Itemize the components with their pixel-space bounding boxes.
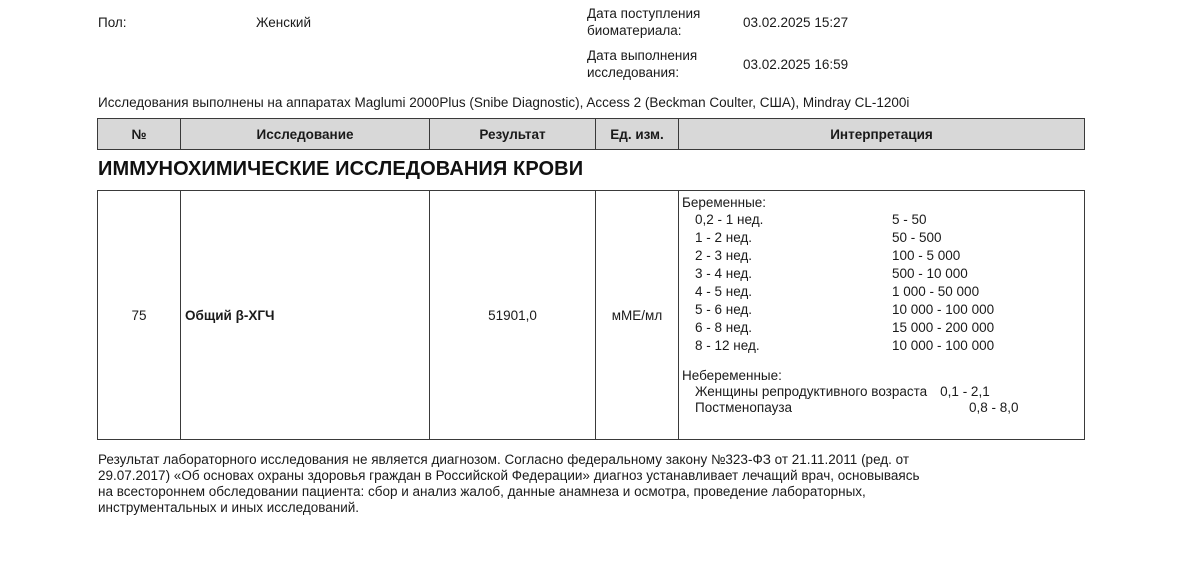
reference-range: 0,8 - 8,0 <box>969 400 1019 415</box>
spacer <box>682 355 1084 368</box>
results-table-header <box>97 118 1085 150</box>
reference-range: 50 - 500 <box>892 230 942 245</box>
performed-date-value: 03.02.2025 16:59 <box>743 57 849 72</box>
reference-term: Постменопауза <box>695 400 793 415</box>
disclaimer-line: на всестороннем обследовании пациента: сбор и анализ жалоб, данные анамнеза и осмотра, проведение лабораторных, <box>98 484 866 499</box>
reference-row <box>682 247 1084 265</box>
reference-row <box>682 384 1084 400</box>
column-header-interpretation: Интерпретация <box>679 119 1085 150</box>
reference-range: 100 - 5 000 <box>892 248 961 263</box>
results-table <box>97 190 1085 440</box>
received-date-value: 03.02.2025 15:27 <box>743 15 849 30</box>
reference-range: 10 000 - 100 000 <box>892 302 995 317</box>
reference-term: 8 - 12 нед. <box>695 338 760 353</box>
reference-range: 0,1 - 2,1 <box>940 384 990 399</box>
test-interpretation <box>679 191 1085 440</box>
performed-date-label-line1: Дата выполнения <box>587 48 698 63</box>
reference-row <box>682 265 1084 283</box>
row-number: 75 <box>98 191 181 440</box>
disclaimer-line: Результат лабораторного исследования не является диагнозом. Согласно федеральному закону №323-ФЗ от 21.11.2011 (ред. от <box>98 452 910 467</box>
equipment-note: Исследования выполнены на аппаратах Maglumi 2000Plus (Snibe Diagnostic), Access 2 (Beckman Coulter, США), Mindray CL-1200i <box>98 95 910 110</box>
reference-term: 4 - 5 нед. <box>695 284 753 299</box>
reference-row <box>682 400 1084 416</box>
reference-row <box>682 211 1084 229</box>
reference-row <box>682 337 1084 355</box>
performed-date-label-line2: исследования: <box>587 65 680 80</box>
test-result: 51901,0 <box>430 191 596 440</box>
reference-range: 5 - 50 <box>892 212 927 227</box>
legal-disclaimer <box>98 452 1078 516</box>
reference-range: 15 000 - 200 000 <box>892 320 995 335</box>
reference-range: 10 000 - 100 000 <box>892 338 995 353</box>
reference-row <box>682 319 1084 337</box>
column-header-unit: Ед. изм. <box>596 119 679 150</box>
sex-label: Пол: <box>98 15 127 30</box>
column-header-result: Результат <box>430 119 596 150</box>
reference-term: 2 - 3 нед. <box>695 248 753 263</box>
reference-term: 6 - 8 нед. <box>695 320 753 335</box>
reference-term: 5 - 6 нед. <box>695 302 753 317</box>
reference-term: 3 - 4 нед. <box>695 266 753 281</box>
received-date-label <box>587 5 700 39</box>
reference-range: 1 000 - 50 000 <box>892 284 980 299</box>
received-date-label-line2: биоматериала: <box>587 23 682 38</box>
reference-term: 1 - 2 нед. <box>695 230 753 245</box>
column-header-test: Исследование <box>181 119 430 150</box>
table-row <box>98 191 1085 440</box>
reference-range: 500 - 10 000 <box>892 266 968 281</box>
section-title: ИММУНОХИМИЧЕСКИЕ ИССЛЕДОВАНИЯ КРОВИ <box>98 158 584 180</box>
received-date-label-line1: Дата поступления <box>587 6 701 21</box>
reference-term: 0,2 - 1 нед. <box>695 212 764 227</box>
performed-date-label <box>587 47 697 81</box>
reference-row <box>682 229 1084 247</box>
reference-row <box>682 301 1084 319</box>
nonpregnant-label: Небеременные: <box>682 368 782 383</box>
pregnant-label: Беременные: <box>682 195 767 210</box>
sex-value: Женский <box>256 15 312 30</box>
test-unit: мМЕ/мл <box>596 191 679 440</box>
disclaimer-line: 29.07.2017) «Об основах охраны здоровья граждан в Российской Федерации» диагноз устанавливает лечащий врач, основываясь <box>98 468 920 483</box>
test-name: Общий β-ХГЧ <box>181 191 430 440</box>
disclaimer-line: инструментальных и иных исследований. <box>98 500 360 515</box>
reference-term: Женщины репродуктивного возраста <box>695 384 928 399</box>
column-header-number: № <box>98 119 181 150</box>
reference-row <box>682 283 1084 301</box>
